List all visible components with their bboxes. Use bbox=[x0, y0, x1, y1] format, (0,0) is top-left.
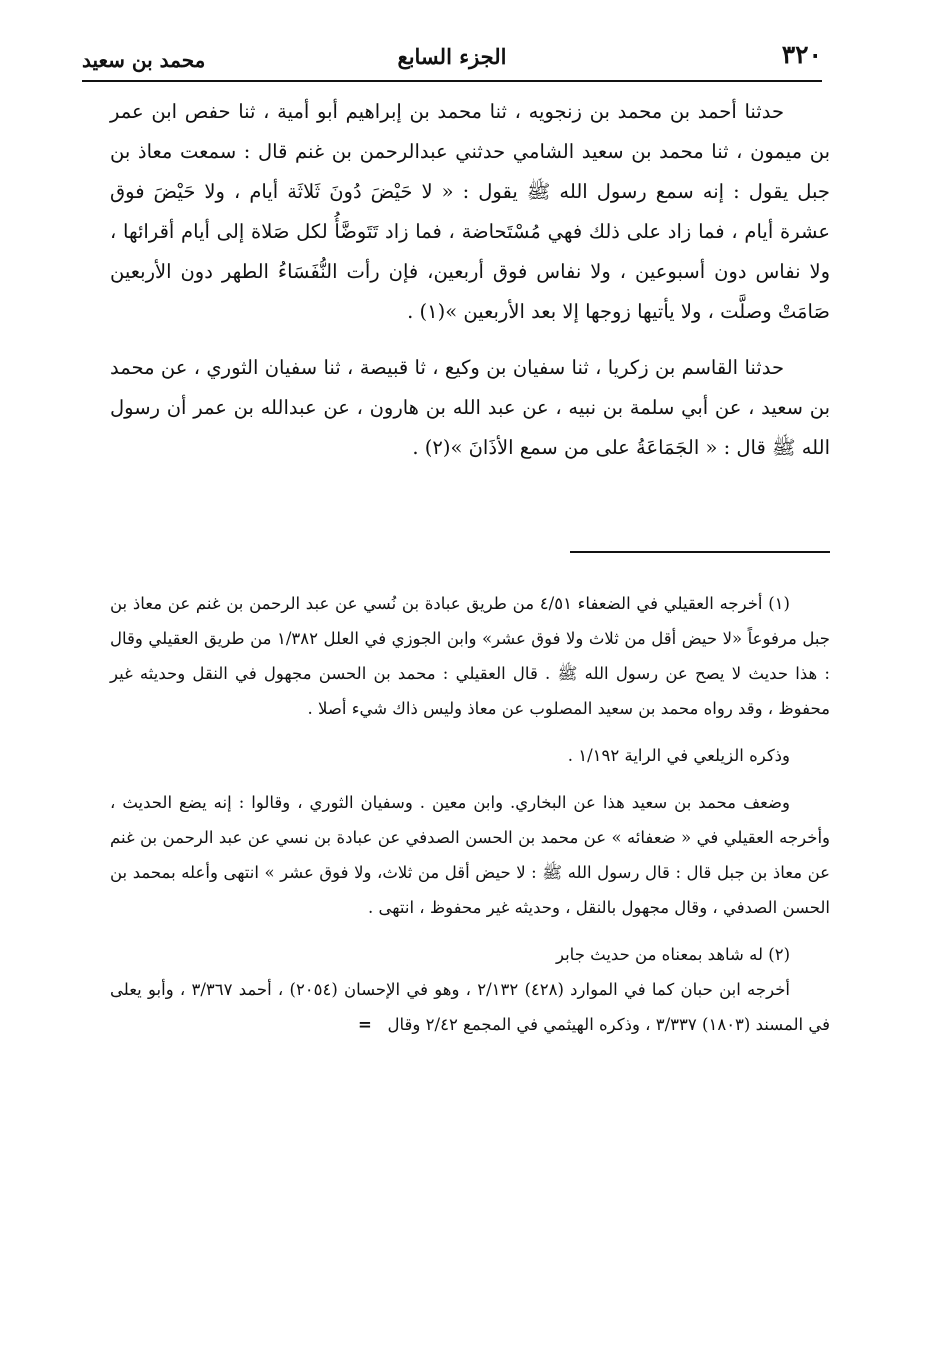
footnotes bbox=[110, 586, 830, 1042]
footnote-paragraph bbox=[110, 972, 830, 1042]
page-header bbox=[82, 38, 822, 82]
main-text bbox=[110, 92, 830, 468]
footnote-text: أخرجه ابن حبان كما في الموارد (٤٢٨) ٢/١٣٢ ، وهو في الإحسان (٢٠٥٤) ، أحمد ٣/٣٦٧ ، وأبو يعلى في المسند (١٨٠٣) ٣/٣٣٧ ، وذكره الهيثمي في المجمع ٢/٤٢ وقال bbox=[110, 980, 830, 1034]
footnote-paragraph: (٢) له شاهد بمعناه من حديث جابر bbox=[555, 945, 790, 964]
continuation-mark: = bbox=[357, 1015, 372, 1034]
page-number: ٣٢٠ bbox=[781, 40, 822, 69]
running-head-author: محمد بن سعيد bbox=[82, 48, 206, 72]
footnote-paragraph: وضعف محمد بن سعيد هذا عن البخاري. وابن معين . وسفيان الثوري ، وقالوا : إنه يضع الحديث ، وأخرجه العقيلي في « ضعفائه » عن محمد بن الحسن الصدفي عن عبادة بن نسي عن عبد الرحمن بن غنم عن معاذ بن جبل قال : قال رسول الله ﷺ : لا حيض أقل من ثلاث، ولا فوق عشر » انتهى وأعله بمحمد بن الحسن الصدفي ، وقال مجهول بالنقل ، وحديثه غير محفوظ ، انتهى . bbox=[110, 793, 830, 917]
footnote-divider bbox=[570, 551, 830, 553]
footnote-paragraph: (١) أخرجه العقيلي في الضعفاء ٤/٥١ من طريق عبادة بن نُسي عن عبد الرحمن بن غنم عن معاذ بن جبل مرفوعاً «لا حيض أقل من ثلاث ولا فوق عشر» وابن الجوزي في العلل ١/٣٨٢ من طريق العقيلي وقال : هذا حديث لا يصح عن رسول الله ﷺ . قال العقيلي : محمد بن الحسن مجهول في النقل وحديثه غير محفوظ ، وقد رواه محمد بن سعيد المصلوب عن معاذ وليس ذاك شيء أصلا . bbox=[110, 594, 830, 718]
hadith-paragraph: حدثنا القاسم بن زكريا ، ثنا سفيان بن وكيع ، ثا قبيصة ، ثنا سفيان الثوري ، عن محمد بن سعيد ، عن أبي سلمة بن نبيه ، عن عبد الله بن هارون ، عن عبدالله بن عمر أن رسول الله ﷺ قال : « الجَمَاعَةُ على من سمع الأذَانَ »(٢) . bbox=[110, 356, 830, 459]
running-head-part: الجزء السابع bbox=[397, 44, 507, 69]
footnote-paragraph: وذكره الزيلعي في الراية ١/١٩٢ . bbox=[567, 746, 790, 765]
header-rule bbox=[82, 80, 822, 82]
hadith-paragraph: حدثنا أحمد بن محمد بن زنجويه ، ثنا محمد بن إبراهيم أبو أمية ، ثنا حفص ابن عمر بن ميمون ، ثنا محمد بن سعيد الشامي حدثني عبدالرحمن بن غنم قال : سمعت معاذ بن جبل يقول : إنه سمع رسول الله ﷺ يقول : « لا حَيْضَ دُونَ ثَلاثَة أيام ، ولا حَيْضَ فوق عشرة أيام ، فما زاد على ذلك فهي مُسْتَحاضة ، فما زاد تَتَوضَّأُ لكل صَلاة إلى أيام أقرائها ، ولا نفاس دون أسبوعين ، ولا نفاس فوق أربعين، فإن رأت النُّفَسَاءُ الطهر دون الأربعين صَامَتْ وصلَّت ، ولا يأتيها زوجها إلا بعد الأربعين »(١) . bbox=[110, 100, 830, 323]
